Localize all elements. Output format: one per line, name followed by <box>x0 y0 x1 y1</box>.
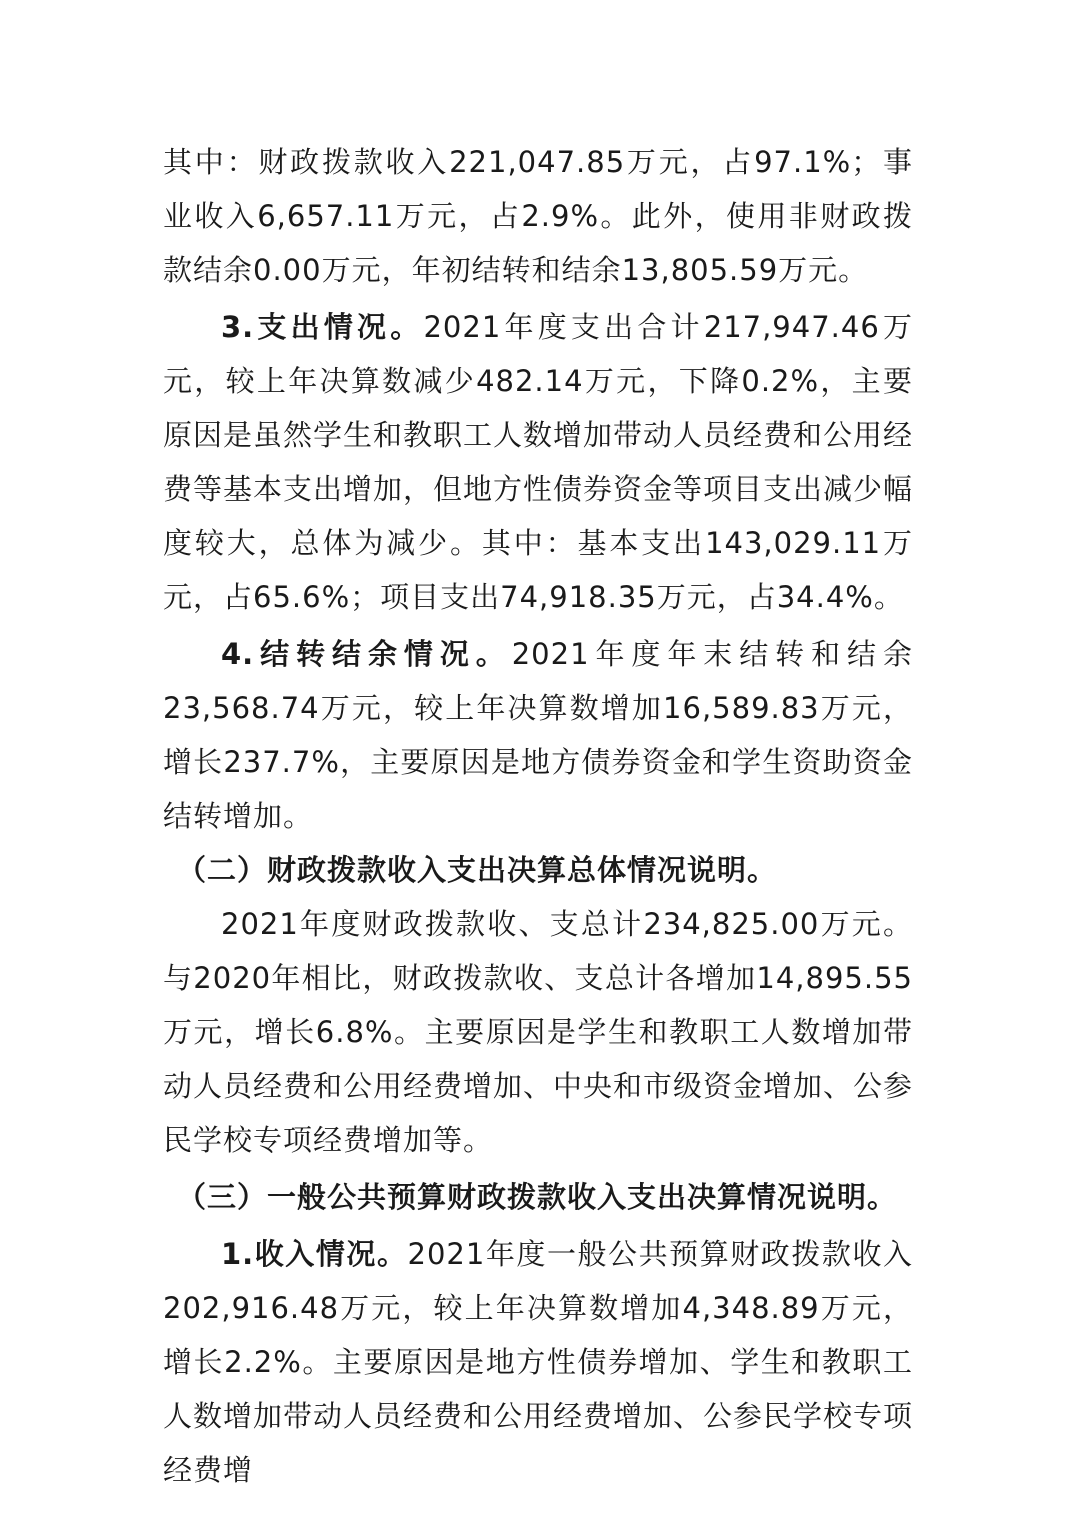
paragraph-body-expenditure: 2021年度支出合计217,947.46万元，较上年决算数减少482.14万元，下降0.2%，主要原因是虽然学生和教职工人数增加带动人员经费和公用经费等基本支出增加，但地方性债券资金等项目支出减少幅度较大，总体为减少。其中：基本支出143,029.11万元，占65.6%；项目支出74,918.35万元，占34.4%。 <box>163 310 914 614</box>
document-page <box>163 135 913 1497</box>
section-heading-general-budget: （三）一般公共预算财政拨款收入支出决算情况说明。 <box>177 1180 898 1214</box>
paragraph-body-carryover: 2021年度年末结转和结余23,568.74万元，较上年决算数增加16,589.83万元，增长237.7%，主要原因是地方债券资金和学生资助资金结转增加。 <box>163 637 913 833</box>
paragraph-carryover <box>163 627 913 843</box>
paragraph-expenditure <box>163 300 913 624</box>
paragraph-lead-general-income: 1.收入情况。 <box>221 1237 408 1271</box>
section-heading-fiscal-overall: （二）财政拨款收入支出决算总体情况说明。 <box>177 853 778 887</box>
paragraph-lead-expenditure: 3.支出情况。 <box>221 310 424 344</box>
paragraph-general-income <box>163 1227 913 1497</box>
paragraph-income-breakdown: 其中：财政拨款收入221,047.85万元，占97.1%；事业收入6,657.11万元，占2.9%。此外，使用非财政拨款结余0.00万元，年初结转和结余13,805.59万元。 <box>163 145 913 287</box>
paragraph-body-general-income: 2021年度一般公共预算财政拨款收入202,916.48万元，较上年决算数增加4,348.89万元，增长2.2%。主要原因是地方性债券增加、学生和教职工人数增加带动人员经费和公用经费增加、公参民学校专项经费增 <box>163 1237 914 1487</box>
paragraph-fiscal-overall: 2021年度财政拨款收、支总计234,825.00万元。与2020年相比，财政拨款收、支总计各增加14,895.55万元，增长6.8%。主要原因是学生和教职工人数增加带动人员经费和公用经费增加、中央和市级资金增加、公参民学校专项经费增加等。 <box>163 907 914 1157</box>
paragraph-lead-carryover: 4.结转结余情况。 <box>221 637 512 671</box>
